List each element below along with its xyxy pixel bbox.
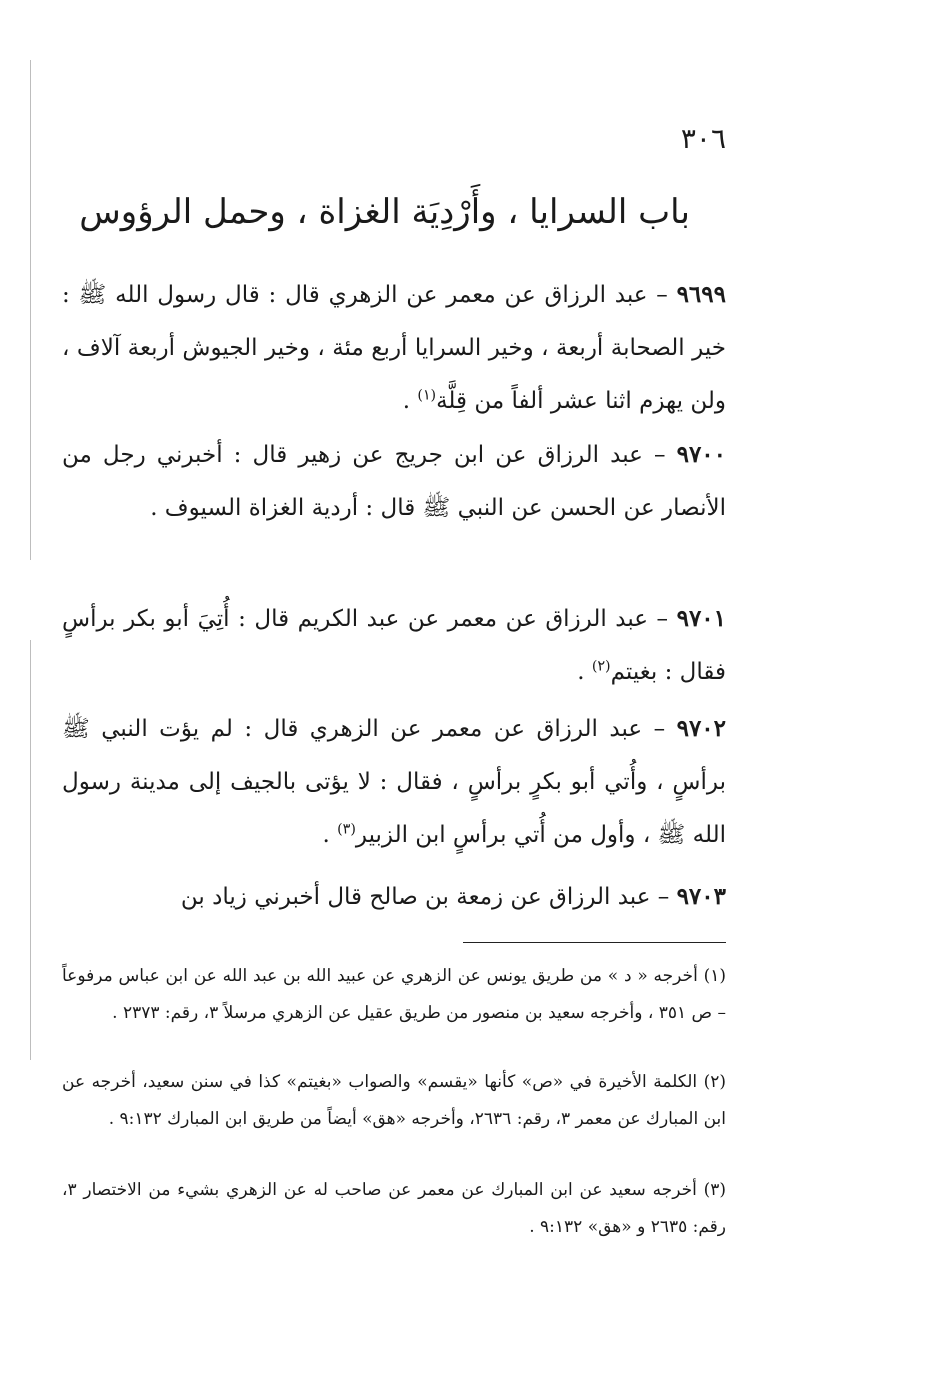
- hadith-text: – عبد الرزاق عن معمر عن الزهري قال : قال رسول الله ﷺ : خير الصحابة أربعة ، وخير السرايا أربع مئة ، وخير الجيوش أربعة آلاف ، ولن يهزم اثنا عشر ألفاً من قِلَّة: [62, 282, 726, 414]
- hadith-entry: [62, 592, 726, 699]
- hadith-number: ٩٧٠٣: [676, 883, 726, 910]
- hadith-text: – عبد الرزاق عن معمر عن عبد الكريم قال : أُتِيَ أبو بكر برأسٍ فقال : بغيتم: [62, 606, 726, 685]
- page-number: ٣٠٦: [680, 122, 726, 155]
- footnote: [62, 1064, 726, 1138]
- hadith-end: .: [322, 822, 338, 848]
- hadith-text: – عبد الرزاق عن زمعة بن صالح قال أخبرني زياد بن: [180, 884, 670, 910]
- hadith-text: – عبد الرزاق عن ابن جريج عن زهير قال : أخبرني رجل من الأنصار عن الحسن عن النبي ﷺ قال : أردية الغزاة السيوف .: [62, 442, 726, 521]
- hadith-number: ٩٧٠١: [676, 605, 727, 632]
- hadith-end: .: [577, 659, 592, 685]
- footnote-separator: [463, 942, 726, 943]
- hadith-text: – عبد الرزاق عن معمر عن الزهري قال : لم يؤت النبي ﷺ برأسٍ ، وأُتي أبو بكرٍ برأسٍ ، فقال : لا يؤتى بالجيف إلى مدينة رسول الله ﷺ ، وأول من أُتي برأسٍ ابن الزبير: [62, 716, 726, 848]
- footnote-ref: (٢): [591, 658, 611, 675]
- hadith-number: ٩٧٠٢: [676, 715, 727, 742]
- hadith-entry: [62, 428, 726, 535]
- scan-margin-line: [30, 640, 31, 1060]
- hadith-number: ٩٦٩٩: [676, 281, 726, 308]
- footnote-text: (٢) الكلمة الأخيرة في «ص» كأنها «يقسم» والصواب «بغيتم» كذا في سنن سعيد، أخرجه عن ابن المبارك عن معمر ٣، رقم: ٢٦٣٦، وأخرجه «هق» أيضاً من طريق ابن المبارك ٩:١٣٢ .: [62, 1072, 726, 1129]
- hadith-entry: [62, 702, 726, 862]
- hadith-number: ٩٧٠٠: [676, 441, 727, 468]
- footnote-text: (٣) أخرجه سعيد عن ابن المبارك عن معمر عن صاحب له عن الزهري بشيء من الاختصار ٣، رقم: ٢٦٣٥ و «هق» ٩:١٣٢ .: [62, 1180, 726, 1237]
- hadith-end: .: [402, 388, 418, 414]
- hadith-entry: [62, 268, 726, 428]
- footnote-ref: (١): [417, 387, 437, 404]
- scan-margin-line: [30, 60, 31, 560]
- footnote: [62, 958, 726, 1032]
- chapter-title: باب السرايا ، وأَرْدِيَة الغزاة ، وحمل الرؤوس: [79, 192, 690, 232]
- hadith-entry: [62, 870, 726, 924]
- footnote-ref: (٣): [337, 821, 356, 838]
- footnote-text: (١) أخرجه « د » من طريق يونس عن الزهري عن عبيد الله بن عبد الله عن ابن عباس مرفوعاً – ص ٣٥١ ، وأخرجه سعيد بن منصور من طريق عقيل عن الزهري مرسلاً ٣، رقم: ٢٣٧٣ .: [62, 966, 726, 1023]
- footnote: [62, 1172, 726, 1246]
